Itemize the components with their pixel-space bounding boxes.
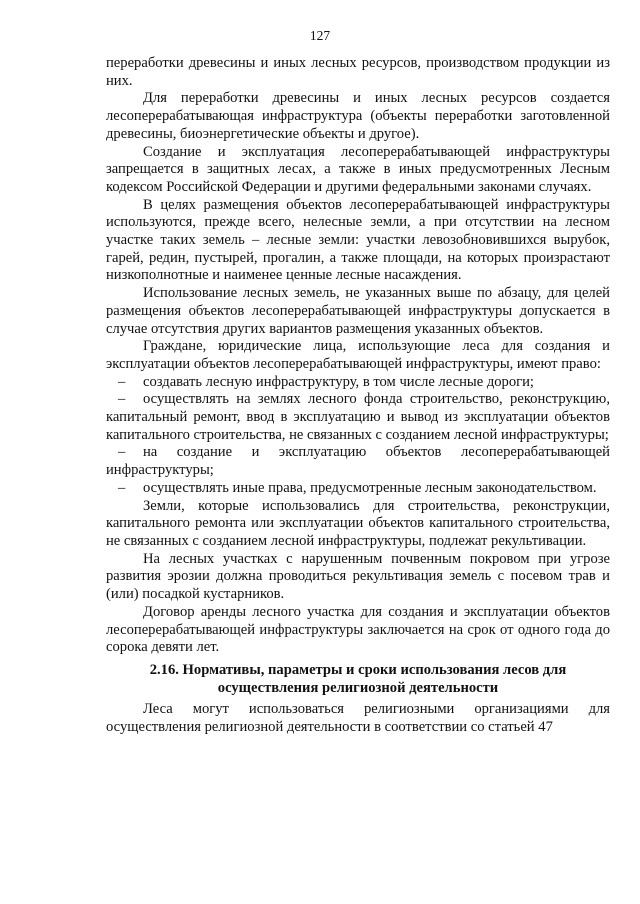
list-item-text: на создание и эксплуатацию объектов лесоперерабатывающей инфраструктуры; [106,444,610,479]
list-item-text: создавать лесную инфраструктуру, в том числе лесные дороги; [143,373,534,390]
list-item [106,374,610,392]
list-dash: – [118,444,126,461]
list-dash: – [118,373,126,390]
paragraph: Договор аренды лесного участка для создания и эксплуатации объектов лесоперерабатывающей инфраструктуры заключается на срок от одного года до сорока девяти лет. [106,603,610,656]
list-item [106,391,610,444]
page-body [106,55,610,737]
paragraph: Земли, которые использовались для строительства, реконструкции, капитального ремонта или эксплуатации объектов капитального строительства, не связанных с созданием лесной инфраструктуры, подлежат рекультивации. [106,497,610,549]
section-heading-line: осуществления религиозной деятельности [217,679,499,696]
list-item-text: осуществлять иные права, предусмотренные лесным законодательством. [143,479,597,496]
section-heading-line: 2.16. Нормативы, параметры и сроки использования лесов для [149,661,567,678]
list-dash: – [118,479,126,496]
list-dash: – [118,391,126,408]
paragraph: Для переработки древесины и иных лесных ресурсов создается лесоперерабатывающая инфраструктура (объекты переработки заготовленной древесины, биоэнергетические объекты и другое). [106,90,610,142]
list-item [106,480,610,498]
page-number: 127 [309,28,331,43]
paragraph: переработки древесины и иных лесных ресурсов, производством продукции из них. [106,55,610,89]
section-heading [106,662,610,697]
paragraph: Использование лесных земель, не указанных выше по абзацу, для целей размещения объектов лесоперерабатывающей инфраструктуры допускается в случае отсутствия других вариантов размещения указанных объектов. [106,285,610,337]
paragraph: В целях размещения объектов лесоперерабатывающей инфраструктуры используются, прежде всего, нелесные земли, а при отсутствии на лесном участке таких земель – лесные земли: участки левозобновившихся вырубок, гарей, редин, пустырей, прогалин, а также площади, на которых произрастают низкополнотные и наименее ценные лесные насаждения. [106,196,610,284]
paragraph: Создание и эксплуатация лесоперерабатывающей инфраструктуры запрещается в защитных лесах, а также в иных предусмотренных Лесным кодексом Российской Федерации и другими федеральными законами случаях. [106,143,610,195]
list-item-text: осуществлять на землях лесного фонда строительство, реконструкцию, капитальный ремонт, ввод в эксплуатацию и вывод из эксплуатации объектов капитального строительства, не связанных с созданием лесной инфраструктуры; [106,391,610,443]
paragraph: Леса могут использоваться религиозными организациями для осуществления религиозной деятельности в соответствии со статьей 47 [106,701,610,736]
paragraph: Граждане, юридические лица, использующие леса для создания и эксплуатации объектов лесоперерабатывающей инфраструктуры, имеют право: [106,338,610,372]
paragraph: На лесных участках с нарушенным почвенным покровом при угрозе развития эрозии должна проводиться рекультивация земель с посевом трав и (или) посадкой кустарников. [106,550,610,603]
list-item [106,444,610,479]
